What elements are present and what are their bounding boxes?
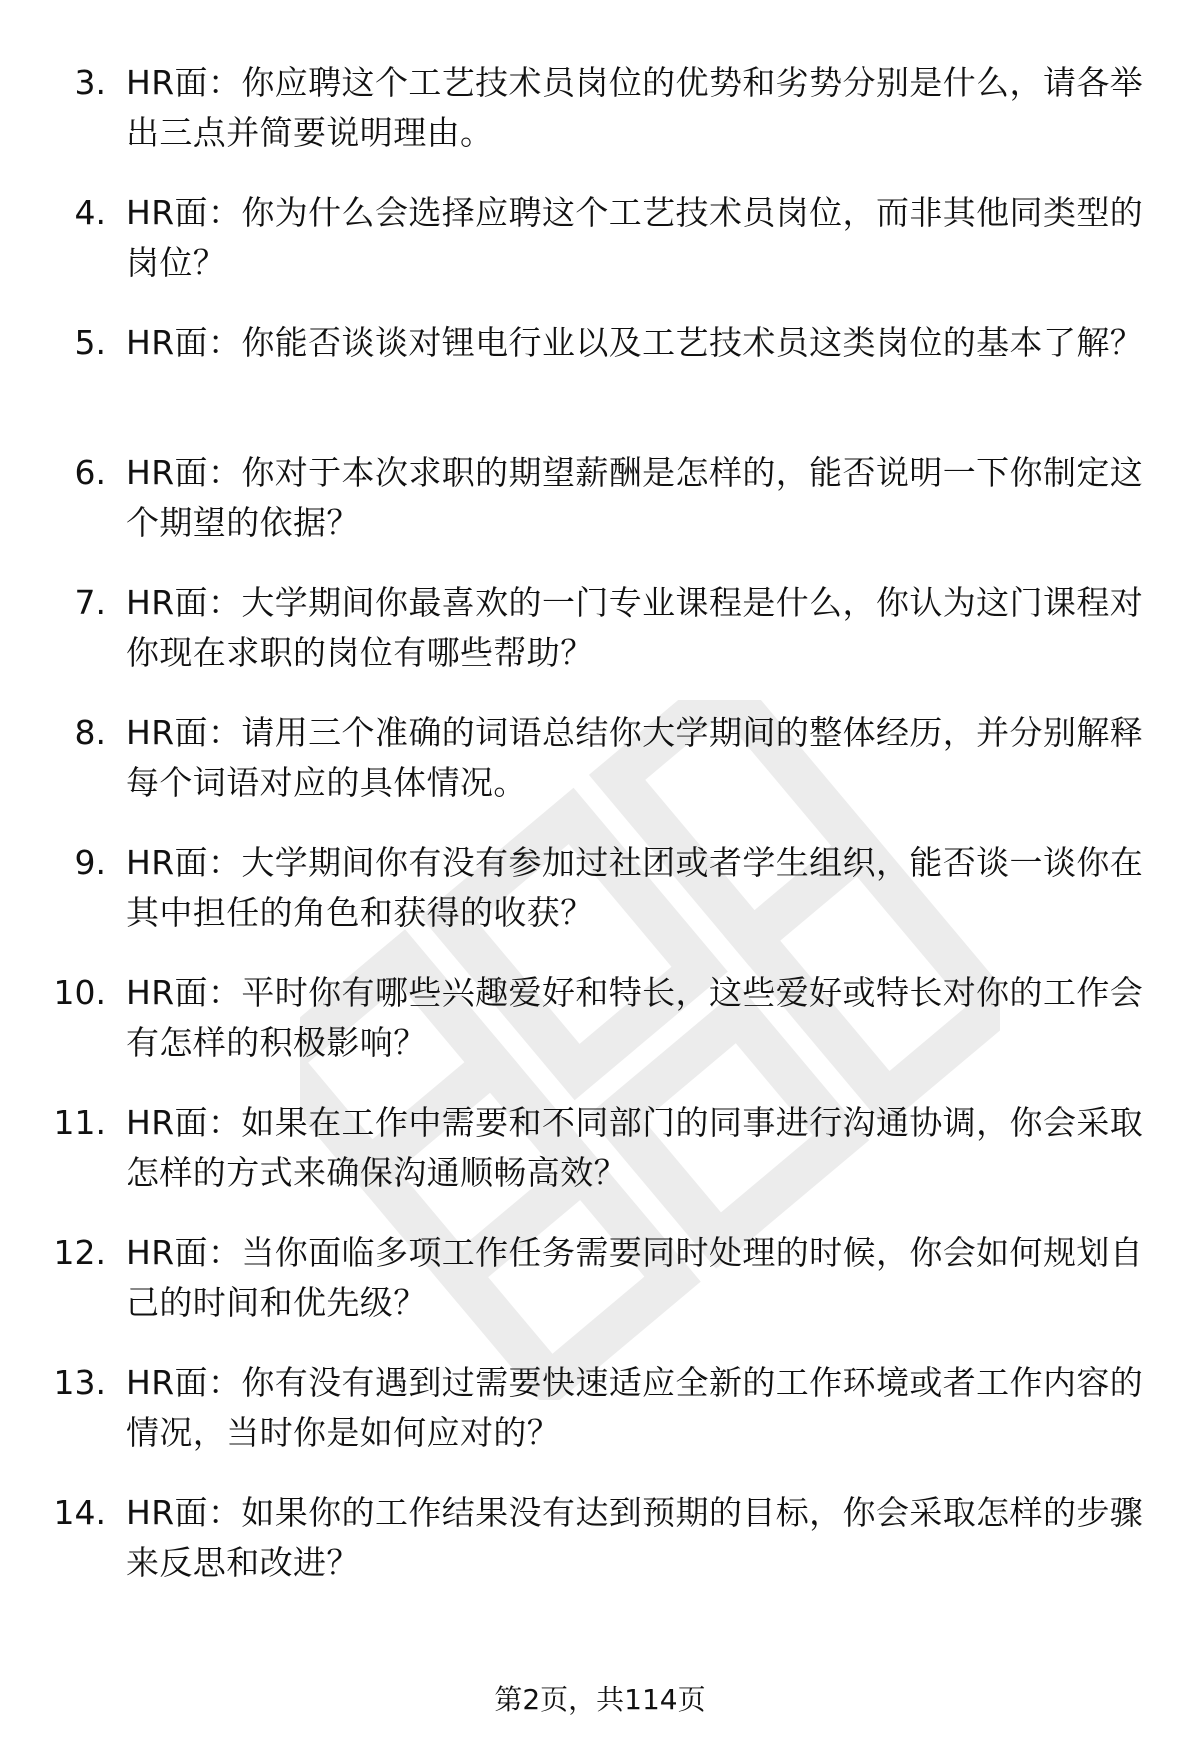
- question-text: HR面：当你面临多项工作任务需要同时处理的时候，你会如何规划自己的时间和优先级？: [126, 1233, 1144, 1322]
- question-item: [0, 708, 1200, 838]
- question-item: [0, 318, 1200, 448]
- question-text: HR面：你对于本次求职的期望薪酬是怎样的，能否说明一下你制定这个期望的依据？: [126, 453, 1144, 542]
- question-number: 10.: [53, 973, 106, 1012]
- question-item: [0, 578, 1200, 708]
- page-footer: 第2页，共114页: [494, 1683, 706, 1716]
- question-text: HR面：你应聘这个工艺技术员岗位的优势和劣势分别是什么，请各举出三点并简要说明理由。: [126, 63, 1144, 152]
- question-text: HR面：大学期间你有没有参加过社团或者学生组织，能否谈一谈你在其中担任的角色和获得的收获？: [126, 843, 1144, 932]
- question-text: HR面：请用三个准确的词语总结你大学期间的整体经历，并分别解释每个词语对应的具体情况。: [126, 713, 1144, 802]
- question-item: [0, 448, 1200, 578]
- question-number: 3.: [74, 63, 106, 102]
- question-item: [0, 58, 1200, 188]
- question-item: [0, 968, 1200, 1098]
- question-number: 6.: [74, 453, 106, 492]
- question-number: 5.: [74, 323, 106, 362]
- question-number: 4.: [74, 193, 106, 232]
- question-number: 11.: [53, 1103, 106, 1142]
- question-text: HR面：如果你的工作结果没有达到预期的目标，你会采取怎样的步骤来反思和改进？: [126, 1493, 1144, 1582]
- question-list: [0, 58, 1200, 1618]
- question-number: 9.: [74, 843, 106, 882]
- question-number: 13.: [53, 1363, 106, 1402]
- question-number: 14.: [53, 1493, 106, 1532]
- question-item: [0, 1488, 1200, 1618]
- question-text: HR面：你有没有遇到过需要快速适应全新的工作环境或者工作内容的情况，当时你是如何应对的？: [126, 1363, 1144, 1452]
- question-text: HR面：大学期间你最喜欢的一门专业课程是什么，你认为这门课程对你现在求职的岗位有哪些帮助？: [126, 583, 1144, 672]
- question-number: 7.: [74, 583, 106, 622]
- question-item: [0, 838, 1200, 968]
- question-item: [0, 188, 1200, 318]
- question-text: HR面：如果在工作中需要和不同部门的同事进行沟通协调，你会采取怎样的方式来确保沟通顺畅高效？: [126, 1103, 1144, 1192]
- question-item: [0, 1098, 1200, 1228]
- question-text: HR面：你能否谈谈对锂电行业以及工艺技术员这类岗位的基本了解？: [126, 323, 1144, 362]
- question-number: 8.: [74, 713, 106, 752]
- question-text: HR面：你为什么会选择应聘这个工艺技术员岗位，而非其他同类型的岗位？: [126, 193, 1144, 282]
- question-text: HR面：平时你有哪些兴趣爱好和特长，这些爱好或特长对你的工作会有怎样的积极影响？: [126, 973, 1144, 1062]
- question-number: 12.: [53, 1233, 106, 1272]
- question-item: [0, 1358, 1200, 1488]
- question-item: [0, 1228, 1200, 1358]
